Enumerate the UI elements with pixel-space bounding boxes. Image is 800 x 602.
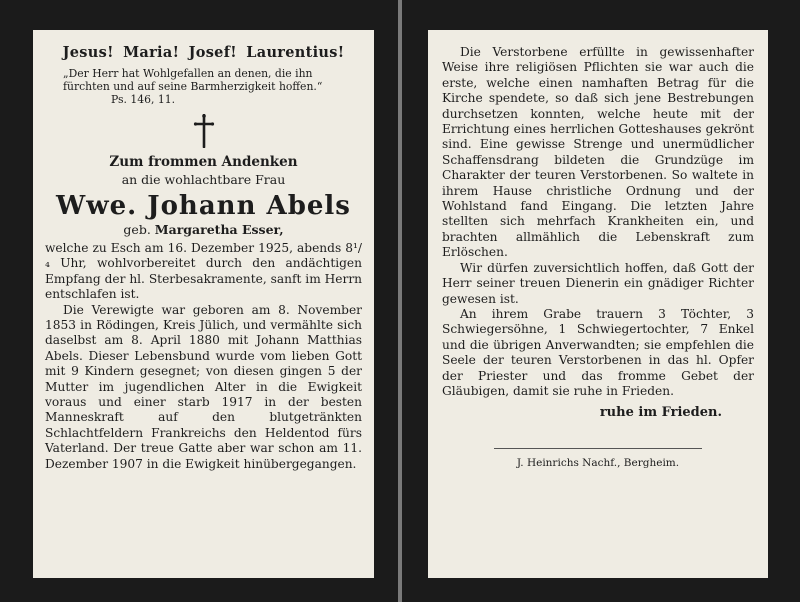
in-memory-title: Zum frommen Andenken xyxy=(109,154,298,170)
left-card xyxy=(0,0,398,602)
deceased-name: Wwe. Johann Abels xyxy=(56,191,351,221)
bible-verse xyxy=(45,67,362,106)
invocation-header: Jesus! Maria! Josef! Laurentius! xyxy=(62,44,345,61)
mourners-paragraph: An ihrem Grabe trauern 3 Töchter, 3 Schwiegersöhne, 1 Schwiegertochter, 7 Enkel und die übrigen Anverwandten; sie empfehlen die Seele der teuren Verstorbenen in das hl. Opfer der Priester und das fromme Gebet der Gläubigen, damit sie ruhe in Frieden. xyxy=(442,306,754,398)
biography-paragraph: Die Verewigte war geboren am 8. November 1853 in Rödingen, Kreis Jülich, und vermählte sich daselbst am 8. April 1880 mit Johann Matthias Abels. Dieser Lebensbund wurde vom lieben Gott mit 9 Kindern gesegnet; von diesen gingen 5 der Mutter im jugendlichen Alter in die Ewigkeit voraus und einer starb 1917 in der besten Manneskraft auf den blutgetränkten Schlachtfeldern Frankreichs den Heldentod fürs Vaterland. Der treue Gatte aber war schon am 11. Dezember 1907 in die Ewigkeit hinübergegangen. xyxy=(45,302,362,471)
obituary-right-text xyxy=(442,45,754,399)
death-paragraph: welche zu Esch am 16. Dezember 1925, abends 8¹/₄ Uhr, wohlvorbereitet durch den andächtigen Empfang der hl. Sterbesakramente, sanft im Herrn entschlafen ist. xyxy=(45,241,362,302)
closing-words: ruhe im Frieden. xyxy=(599,405,722,421)
maiden-name: Margaretha Esser, xyxy=(154,222,284,237)
verse-text: „Der Herr hat Wohlgefallen an denen, die ihn fürchten und auf seine Barmherzigkeit hoffen.“ xyxy=(63,67,323,93)
left-panel xyxy=(33,30,374,578)
right-panel xyxy=(428,30,768,578)
character-paragraph: Die Verstorbene erfüllte in gewissenhafter Weise ihre religiösen Pflichten sie war auch die erste, welche einen namhaften Betrag für die Kirche spendete, so daß sich jene Bestrebungen durchsetzen konnten, welche heute mit der Errichtung eines herrlichen Gotteshauses gekrönt sind. Eine gewisse Strenge und unermüdlicher Schaffensdrang bildeten die Grundzüge im Charakter der teuren Verstorbenen. So waltete in ihrem Hause christliche Ordnung und der Wohlstand fand Eingang. Die letzten Jahre stellten sich mehrfach Krankheiten ein, und brachten allmählich die Lebenskraft zum Erlöschen. xyxy=(442,45,754,260)
maiden-name-line xyxy=(45,222,362,237)
verse-reference: Ps. 146, 11. xyxy=(111,93,176,106)
printer-credit: J. Heinrichs Nachf., Bergheim. xyxy=(516,457,680,470)
divider-line xyxy=(494,448,702,449)
obituary-left-text xyxy=(45,241,362,472)
hope-paragraph: Wir dürfen zuversichtlich hoffen, daß Gott der Herr seiner treuen Dienerin ein gnädiger Richter gewesen ist. xyxy=(442,260,754,306)
born-prefix: geb. xyxy=(123,222,151,237)
dedication-line: an die wohlachtbare Frau xyxy=(121,172,286,187)
cross-icon xyxy=(193,114,215,148)
right-card xyxy=(402,0,800,602)
